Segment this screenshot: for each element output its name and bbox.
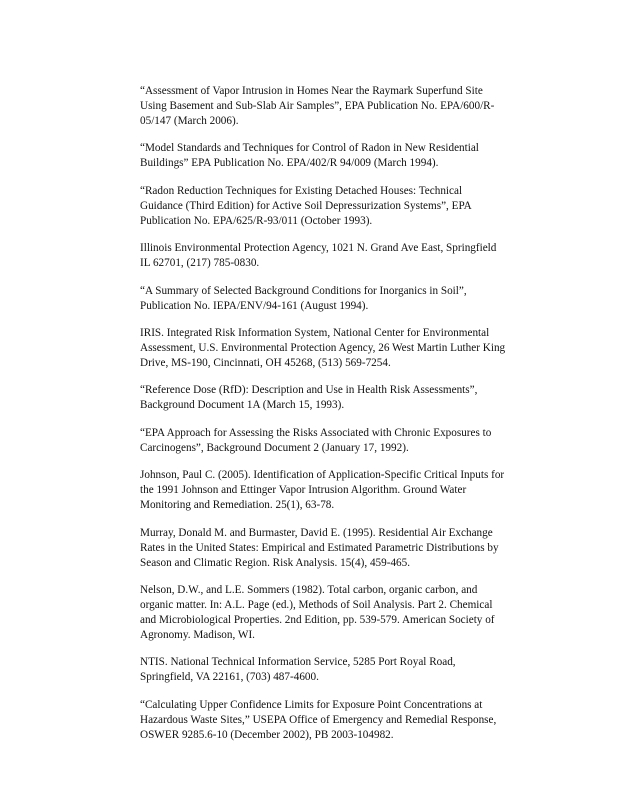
reference-entry — [140, 284, 535, 314]
reference-line: Johnson, Paul C. (2005). Identification of Application-Specific Critical Inputs for — [140, 469, 505, 482]
reference-line: Monitoring and Remediation. 25(1), 63-78. — [140, 499, 335, 512]
reference-entry — [140, 583, 535, 643]
reference-line: “Radon Reduction Techniques for Existing Detached Houses: Technical — [140, 184, 463, 197]
reference-entry — [140, 426, 535, 456]
reference-line: “Assessment of Vapor Intrusion in Homes Near the Raymark Superfund Site — [140, 85, 483, 97]
reference-line: Illinois Environmental Protection Agency, 1021 N. Grand Ave East, Springfield — [140, 242, 497, 255]
reference-line: “Calculating Upper Confidence Limits for Exposure Point Concentrations at — [140, 698, 483, 711]
reference-line: Nelson, D.W., and L.E. Sommers (1982). Total carbon, organic carbon, and — [140, 583, 478, 596]
reference-line: Hazardous Waste Sites,” USEPA Office of Emergency and Remedial Response, — [140, 713, 497, 726]
reference-line: Drive, MS-190, Cincinnati, OH 45268, (513) 569-7254. — [140, 356, 391, 369]
reference-entry — [140, 655, 535, 685]
reference-line: and Microbiological Properties. 2nd Edition, pp. 539-579. American Society of — [140, 613, 495, 626]
reference-line: Murray, Donald M. and Burmaster, David E. (1995). Residential Air Exchange — [140, 526, 493, 539]
reference-entry — [140, 468, 535, 513]
reference-line: “Reference Dose (RfD): Description and Use in Health Risk Assessments”, — [140, 384, 478, 397]
reference-line: Publication No. EPA/625/R-93/011 (October 1993). — [140, 214, 373, 227]
reference-entry — [140, 698, 535, 743]
reference-line: Carcinogens”, Background Document 2 (January 17, 1992). — [140, 441, 409, 454]
reference-line: Agronomy. Madison, WI. — [140, 628, 255, 641]
reference-entry — [140, 383, 535, 413]
reference-line: Guidance (Third Edition) for Active Soil Depressurization Systems”, EPA — [140, 199, 472, 212]
reference-line: Buildings” EPA Publication No. EPA/402/R 94/009 (March 1994). — [140, 157, 439, 170]
reference-line: OSWER 9285.6-10 (December 2002), PB 2003-104982. — [140, 728, 394, 741]
reference-entry — [140, 241, 535, 271]
reference-entry — [140, 184, 535, 229]
reference-entry — [140, 141, 535, 171]
reference-list — [140, 84, 535, 755]
reference-line: Background Document 1A (March 15, 1993). — [140, 399, 345, 412]
reference-line: Publication No. IEPA/ENV/94-161 (August 1994). — [140, 299, 369, 312]
reference-line: Springfield, VA 22161, (703) 487-4600. — [140, 671, 319, 684]
reference-line: IRIS. Integrated Risk Information System, National Center for Environmental — [140, 326, 490, 339]
reference-entry — [140, 326, 535, 371]
reference-line: NTIS. National Technical Information Service, 5285 Port Royal Road, — [140, 656, 456, 669]
reference-line: Assessment, U.S. Environmental Protection Agency, 26 West Martin Luther King — [140, 341, 506, 354]
reference-line: “EPA Approach for Assessing the Risks Associated with Chronic Exposures to — [140, 426, 492, 439]
reference-entry — [140, 84, 535, 129]
reference-line: organic matter. In: A.L. Page (ed.), Methods of Soil Analysis. Part 2. Chemical — [140, 598, 493, 611]
reference-line: Rates in the United States: Empirical and Estimated Parametric Distributions by — [140, 541, 499, 554]
reference-line: Season and Climatic Region. Risk Analysis. 15(4), 459-465. — [140, 556, 411, 569]
reference-entry — [140, 526, 535, 571]
reference-line: “A Summary of Selected Background Conditions for Inorganics in Soil”, — [140, 284, 467, 297]
reference-line: 05/147 (March 2006). — [140, 115, 239, 127]
reference-line: “Model Standards and Techniques for Control of Radon in New Residential — [140, 142, 479, 155]
reference-line: Using Basement and Sub-Slab Air Samples”, EPA Publication No. EPA/600/R- — [140, 100, 495, 112]
reference-line: IL 62701, (217) 785-0830. — [140, 257, 260, 270]
reference-line: the 1991 Johnson and Ettinger Vapor Intrusion Algorithm. Ground Water — [140, 484, 467, 497]
